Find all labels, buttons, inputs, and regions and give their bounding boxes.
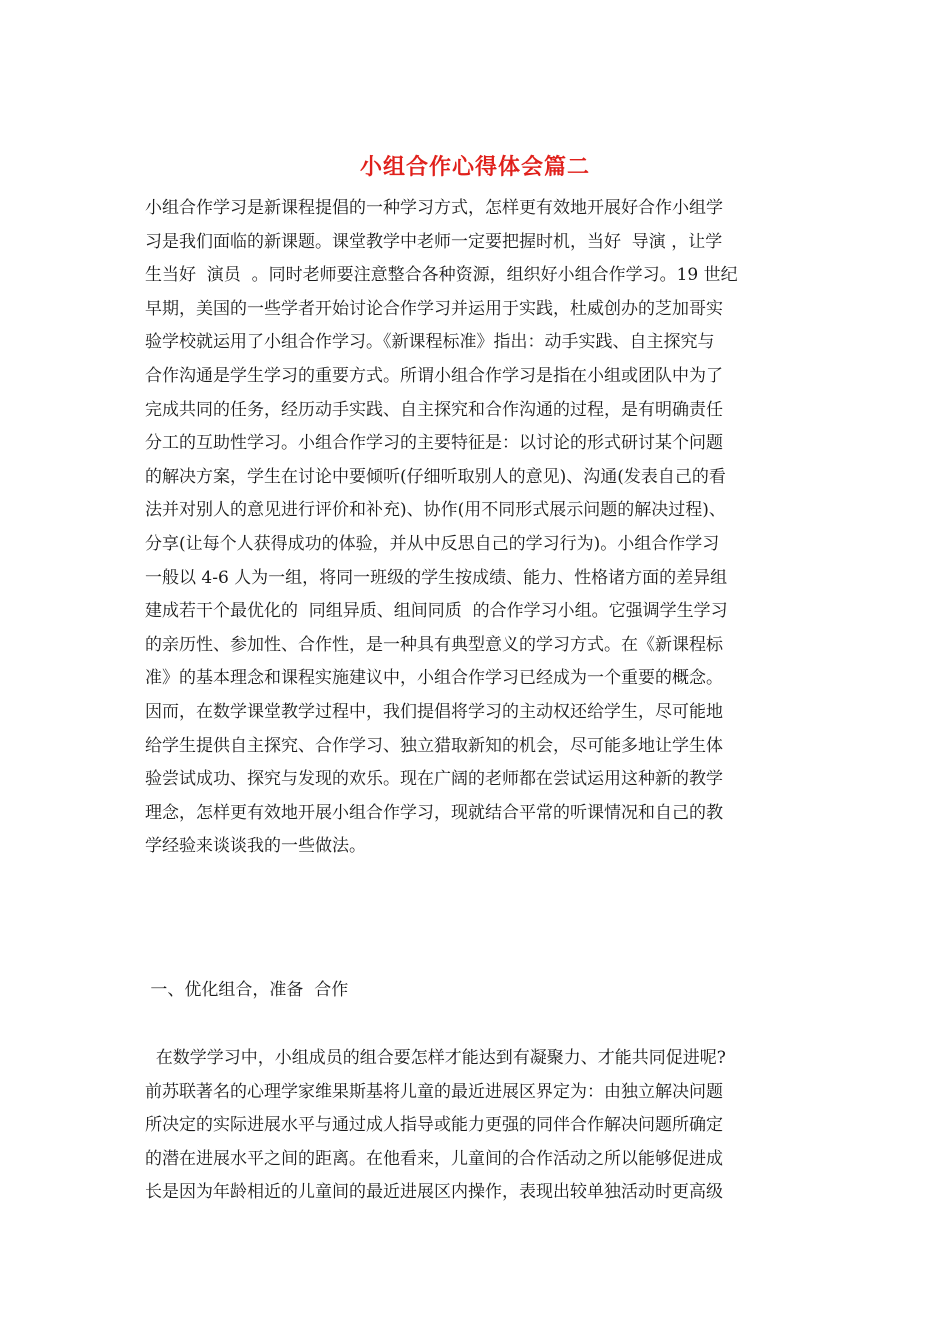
text-line: 法并对别人的意见进行评价和补充)、协作(用不同形式展示问题的解决过程)、	[145, 500, 726, 521]
text-line: 习是我们面临的新课题。课堂教学中老师一定要把握时机，当好 导演 ，让学	[145, 231, 723, 252]
text-line: 建成若干个最优化的 同组异质、组间同质 的合作学习小组。它强调学生学习	[145, 601, 728, 622]
paragraph-section-one	[145, 1042, 810, 1210]
text-line: 学经验来谈谈我的一些做法。	[145, 836, 366, 857]
text-line: 一般以 4-6 人为一组，将同一班级的学生按成绩、能力、性格诸方面的差异组	[145, 567, 728, 588]
text-line: 的解决方案，学生在讨论中要倾听(仔细听取别人的意见)、沟通(发表自己的看	[145, 466, 726, 487]
section-heading: 一、优化组合，准备 合作	[145, 980, 349, 1000]
text-line: 给学生提供自主探究、合作学习、独立猎取新知的机会，尽可能多地让学生体	[145, 735, 723, 756]
text-line: 分工的互助性学习。小组合作学习的主要特征是：以讨论的形式研讨某个问题	[145, 433, 723, 454]
paragraph-intro	[145, 192, 810, 864]
text-line: 验学校就运用了小组合作学习。《新课程标准》指出：动手实践、自主探究与	[145, 332, 715, 353]
text-line: 在数学学习中，小组成员的组合要怎样才能达到有凝聚力、才能共同促进呢?	[145, 1048, 726, 1068]
text-line: 理念，怎样更有效地开展小组合作学习，现就结合平常的听课情况和自己的教	[145, 802, 723, 823]
text-line: 长是因为年龄相近的儿童间的最近进展区内操作，表现出较单独活动时更高级	[145, 1182, 723, 1203]
text-line: 准》的基本理念和课程实施建议中，小组合作学习已经成为一个重要的概念。	[145, 668, 723, 689]
text-line: 所决定的实际进展水平与通过成人指导或能力更强的同伴合作解决问题所确定	[145, 1115, 723, 1136]
text-line: 完成共同的任务，经历动手实践、自主探究和合作沟通的过程，是有明确责任	[145, 399, 723, 420]
text-line: 生当好 演员 。同时老师要注意整合各种资源，组织好小组合作学习。19 世纪	[145, 265, 738, 286]
text-line: 小组合作学习是新课程提倡的一种学习方式，怎样更有效地开展好合作小组学	[145, 198, 723, 218]
text-line: 的潜在进展水平之间的距离。在他看来，儿童间的合作活动之所以能够促进成	[145, 1148, 723, 1169]
text-line: 的亲历性、参加性、合作性，是一种具有典型意义的学习方式。在《新课程标	[145, 634, 723, 655]
text-line: 前苏联著名的心理学家维果斯基将儿童的最近进展区界定为：由独立解决问题	[145, 1081, 723, 1102]
text-line: 合作沟通是学生学习的重要方式。所谓小组合作学习是指在小组或团队中为了	[145, 365, 723, 386]
text-line: 分享(让每个人获得成功的体验，并从中反思自己的学习行为)。小组合作学习	[145, 533, 720, 554]
text-line: 验尝试成功、探究与发现的欢乐。现在广阔的老师都在尝试运用这种新的教学	[145, 769, 723, 790]
text-line: 因而，在数学课堂教学过程中，我们提倡将学习的主动权还给学生，尽可能地	[145, 701, 723, 722]
text-line: 早期，美国的一些学者开始讨论合作学习并运用于实践，杜威创办的芝加哥实	[145, 298, 723, 319]
document-title: 小组合作心得体会篇二	[359, 154, 590, 180]
